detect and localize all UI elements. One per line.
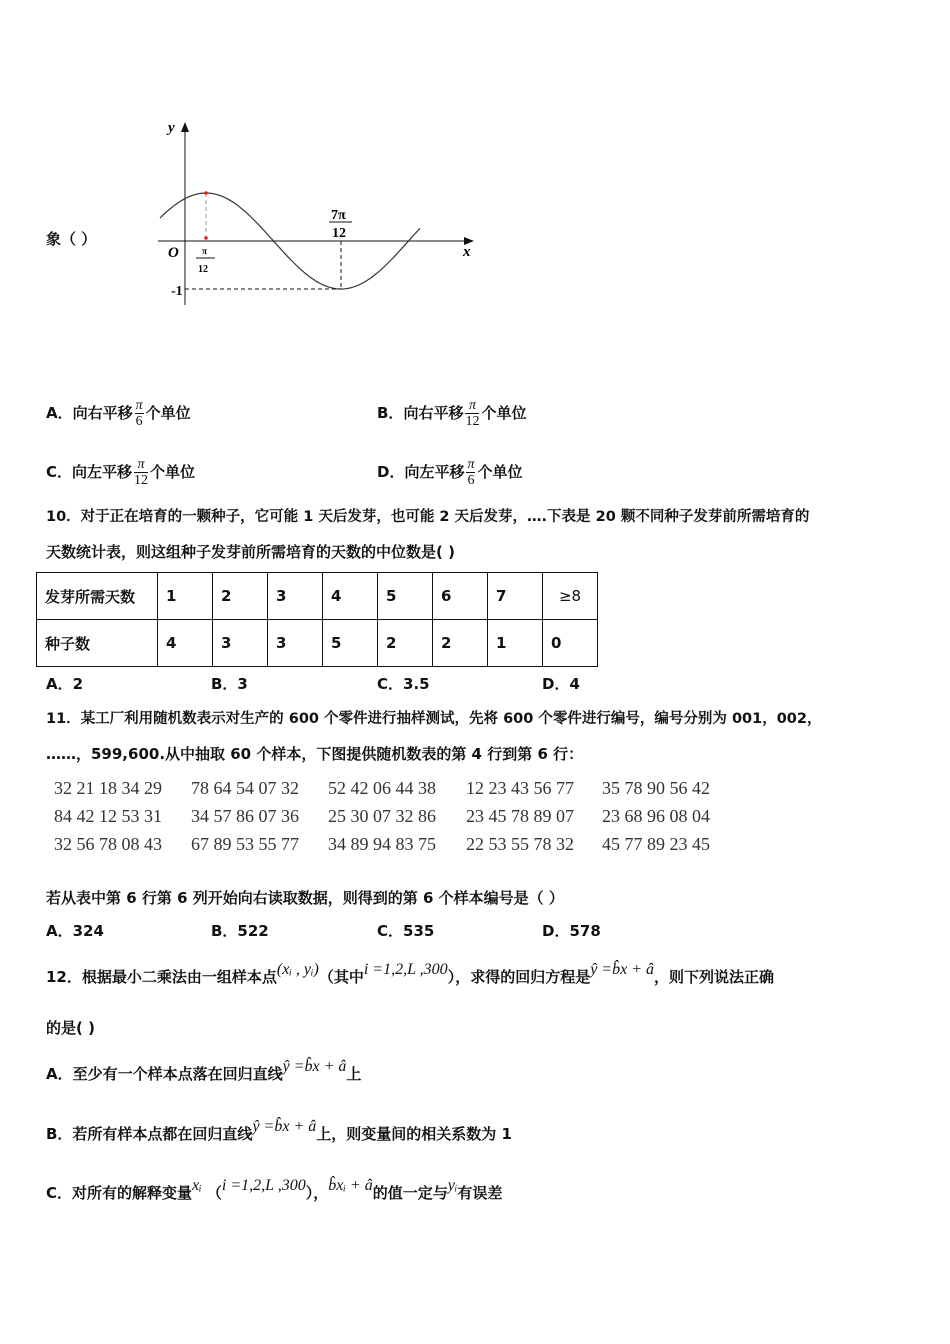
option-text: 个单位 — [481, 404, 527, 422]
table-cell: 种子数 — [37, 620, 158, 667]
option-text: 向左平移 — [404, 463, 465, 481]
text: （其中 — [318, 968, 364, 986]
frac-den: 6 — [467, 473, 475, 488]
text: 上，则变量间的相关系数为 1 — [316, 1125, 512, 1143]
q10-line2: 天数统计表，则这组种子发芽前所需培育的天数的中位数是( ) — [46, 543, 455, 561]
q9-option-b[interactable] — [377, 398, 526, 429]
text: 的值一定与 — [372, 1184, 448, 1202]
x-label: x — [463, 244, 471, 260]
q10-option-b[interactable]: B．3 — [211, 675, 248, 693]
frac-num: π — [134, 457, 148, 473]
random-number-group: 23 45 78 89 07 — [466, 806, 574, 826]
random-number-group: 52 42 06 44 38 — [328, 778, 436, 798]
text: ）， — [305, 1184, 329, 1202]
frac-den: 6 — [135, 414, 143, 429]
random-number-group: 25 30 07 32 86 — [328, 806, 436, 826]
random-number-group: 78 64 54 07 32 — [191, 778, 299, 798]
regression-formula: ŷ =b̂x + â — [252, 1118, 317, 1135]
fitted-value-formula: b̂xᵢ + â — [328, 1177, 373, 1194]
peak-foot-point — [204, 236, 208, 240]
regression-formula: ŷ =b̂x + â — [590, 961, 654, 978]
sine-graph — [0, 0, 500, 320]
text: ），求得的回归方程是 — [447, 968, 591, 986]
random-number-group: 84 42 12 53 31 — [54, 806, 162, 826]
q12-option-b[interactable] — [46, 1118, 512, 1144]
random-number-group: 34 89 94 83 75 — [328, 834, 436, 854]
index-formula: i =1,2,L ,300 — [363, 961, 448, 978]
text: ，则下列说法正确 — [654, 968, 775, 986]
frac-den: 12 — [134, 473, 149, 488]
table-cell: 1 — [488, 620, 543, 667]
table-cell: 5 — [323, 620, 378, 667]
text: 12．根据最小二乘法由一组样本点 — [46, 968, 277, 986]
q10-line1: 10．对于正在培育的一颗种子，它可能 1 天后发芽，也可能 2 天后发芽，….下表是 20 颗不同种子发芽前所需培育的 — [46, 509, 810, 525]
frac-num: π — [465, 398, 479, 414]
regression-formula: ŷ =b̂x + â — [282, 1058, 347, 1075]
option-text: 向右平移 — [72, 404, 133, 422]
random-number-group: 12 23 43 56 77 — [466, 778, 574, 798]
random-number-group: 23 68 96 08 04 — [602, 806, 710, 826]
peak-x-den: 12 — [198, 264, 208, 275]
q12-option-c[interactable] — [46, 1177, 503, 1203]
option-text: 向左平移 — [72, 463, 133, 481]
text: A．至少有一个样本点落在回归直线 — [46, 1065, 283, 1083]
table-cell: 2 — [378, 620, 433, 667]
q9-option-d[interactable] — [377, 457, 523, 488]
q11-option-c[interactable]: C．535 — [377, 922, 435, 940]
table-cell: 发芽所需天数 — [37, 573, 158, 620]
frac-num: π — [135, 398, 143, 413]
table-cell: ≥8 — [543, 573, 598, 620]
option-letter: B． — [377, 404, 404, 422]
y-label: y — [168, 120, 175, 136]
random-number-group: 22 53 55 78 32 — [466, 834, 574, 854]
q9-option-c[interactable] — [46, 457, 195, 488]
table-cell: 2 — [213, 573, 268, 620]
text: 有误差 — [457, 1184, 503, 1202]
q12-option-a[interactable] — [46, 1058, 362, 1084]
q9-stem-tail: 象（ ） — [46, 230, 97, 248]
text: 上 — [346, 1065, 362, 1083]
q10-option-c[interactable]: C．3.5 — [377, 675, 430, 693]
option-letter: A． — [46, 404, 73, 422]
option-letter: D． — [377, 463, 405, 481]
table-cell: 5 — [378, 573, 433, 620]
option-text: 个单位 — [477, 463, 523, 481]
option-text: 向右平移 — [403, 404, 464, 422]
min-label: -1 — [171, 284, 183, 299]
yi-formula: yᵢ — [447, 1177, 458, 1194]
table-cell: 6 — [433, 573, 488, 620]
q12-line2: 的是( ) — [46, 1019, 95, 1037]
y-axis-arrow-icon — [181, 122, 189, 132]
text: B．若所有样本点都在回归直线 — [46, 1125, 253, 1143]
random-number-group: 34 57 86 07 36 — [191, 806, 299, 826]
q10-option-a[interactable]: A．2 — [46, 675, 84, 693]
q11-line1: 11．某工厂利用随机数表示对生产的 600 个零件进行抽样测试，先将 600 个零件进行编号，编号分别为 001，002， — [46, 711, 822, 727]
table-cell: 7 — [488, 573, 543, 620]
table-cell: 2 — [433, 620, 488, 667]
index-formula: i =1,2,L ,300 — [221, 1177, 306, 1194]
random-number-group: 67 89 53 55 77 — [191, 834, 299, 854]
peak-point — [204, 191, 208, 195]
q11-option-a[interactable]: A．324 — [46, 922, 104, 940]
trough-x-num: 7π — [331, 208, 346, 223]
random-number-group: 32 21 18 34 29 — [54, 778, 162, 798]
sample-point-formula: (xᵢ , yᵢ) — [276, 961, 319, 978]
trough-x-den: 12 — [332, 226, 346, 241]
table-row — [37, 620, 598, 667]
q11-line2: ……，599,600.从中抽取 60 个样本，下图提供随机数表的第 4 行到第 6 行： — [46, 745, 584, 763]
table-cell: 4 — [158, 620, 213, 667]
random-number-group: 35 78 90 56 42 — [602, 778, 710, 798]
q11-question: 若从表中第 6 行第 6 列开始向右读取数据，则得到的第 6 个样本编号是（ ） — [46, 889, 564, 907]
table-cell: 0 — [543, 620, 598, 667]
frac-den: 12 — [465, 414, 480, 429]
table-cell: 3 — [268, 573, 323, 620]
table-cell: 4 — [323, 573, 378, 620]
q12-stem — [46, 961, 775, 987]
germination-table — [36, 572, 598, 667]
table-row — [37, 573, 598, 620]
xi-formula: xᵢ — [192, 1177, 202, 1194]
text: （ — [206, 1184, 222, 1202]
text: C．对所有的解释变量 — [46, 1184, 193, 1202]
option-text: 个单位 — [145, 404, 191, 422]
q10-option-d[interactable]: D．4 — [542, 675, 580, 693]
q11-option-d[interactable]: D．578 — [542, 922, 601, 940]
random-number-group: 45 77 89 23 45 — [602, 834, 710, 854]
peak-x-num: π — [202, 246, 207, 256]
table-cell: 3 — [213, 620, 268, 667]
frac-num: π — [467, 457, 475, 472]
table-cell: 3 — [268, 620, 323, 667]
random-number-group: 32 56 78 08 43 — [54, 834, 162, 854]
q11-option-b[interactable]: B．522 — [211, 922, 269, 940]
option-text: 个单位 — [150, 463, 196, 481]
origin-label: O — [168, 245, 179, 261]
table-cell: 1 — [158, 573, 213, 620]
q9-option-a[interactable] — [46, 398, 191, 429]
option-letter: C． — [46, 463, 73, 481]
